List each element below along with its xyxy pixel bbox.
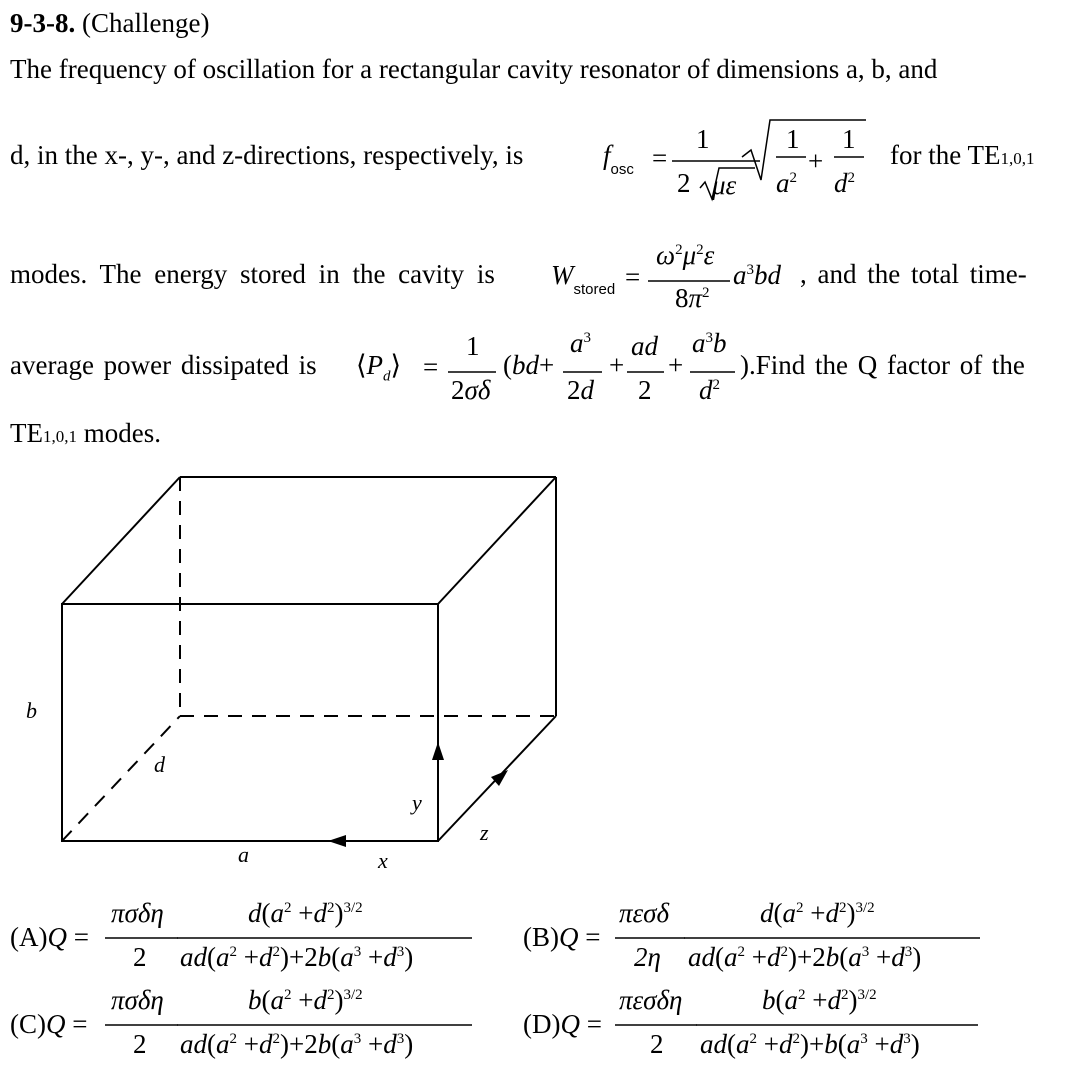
pd-f3-num: $a^3b$ (692, 328, 727, 358)
option-d-pre-num: πεσδη (619, 985, 683, 1015)
modes-text: modes. (77, 418, 161, 448)
fosc-den-mueps: με (712, 170, 737, 200)
equals-1: = (652, 143, 668, 173)
option-a-num: $d(a^2 +d^2)^{3/2}$ (248, 898, 363, 928)
hidden-depth-edge (62, 716, 180, 841)
fosc-frac2-num: 1 (842, 124, 856, 154)
option-b[interactable]: (B)Q = (523, 922, 601, 952)
fosc-frac1-num: 1 (786, 124, 800, 154)
fosc-den: 2 (677, 168, 691, 198)
option-d[interactable]: (D)Q = (523, 1009, 602, 1039)
pd-symbol: $⟨P_d⟩$ (356, 350, 402, 385)
osc-subscript: osc (610, 161, 634, 178)
label-x: x (378, 848, 388, 873)
pd-f1-den: 2d (567, 375, 594, 405)
problem-line-2: d, in the x-, y-, and z-directions, respectively, is (10, 140, 524, 170)
option-c[interactable]: (C)Q = (10, 1009, 88, 1039)
stored-subscript: stored (573, 281, 616, 298)
pd-f1-num: $a^3$ (570, 328, 591, 358)
te-text: TE (10, 418, 43, 448)
y-arrow (432, 742, 444, 760)
option-b-label: (B) (523, 922, 559, 952)
label-z: z (480, 820, 489, 845)
wstored-num: $\omega^2\mu^2\varepsilon$ (656, 240, 715, 270)
label-b: b (26, 698, 37, 723)
plus-2: + (609, 350, 625, 380)
option-b-num: $d(a^2 +d^2)^{3/2}$ (760, 898, 875, 928)
option-c-pre-num: πσδη (111, 985, 164, 1015)
fosc-num: 1 (696, 124, 710, 154)
plus-3: + (668, 350, 684, 380)
problem-number: 9-3-8. (10, 8, 76, 38)
front-face (62, 604, 438, 841)
option-c-label: (C) (10, 1009, 46, 1039)
top-right-edge (438, 477, 556, 604)
option-b-pre-num: πεσδ (619, 898, 670, 928)
problem-line-4: average power dissipated is (10, 350, 317, 380)
top-left-edge (62, 477, 180, 604)
wstored-den: $8\pi^2$ (675, 283, 710, 313)
pd-num: 1 (466, 331, 480, 361)
option-a[interactable]: (A)Q = (10, 922, 89, 952)
label-d: d (154, 752, 165, 777)
pd-f2-den: 2 (638, 375, 652, 405)
option-c-den: $ad(a^2 +d^2)+2b(a^3 +d^3)$ (180, 1029, 414, 1059)
option-d-pre-den: 2 (650, 1029, 664, 1059)
option-c-num: $b(a^2 +d^2)^{3/2}$ (248, 985, 363, 1015)
x-arrow (328, 835, 346, 847)
fosc-symbol: $f_{osc}$ (603, 140, 634, 178)
equals-3: = (423, 352, 439, 382)
problem-tag: (Challenge) (81, 8, 210, 38)
option-c-pre-den: 2 (133, 1029, 147, 1059)
problem-line-3: modes. The energy stored in the cavity is (10, 259, 495, 289)
option-b-pre-den: 2η (634, 942, 661, 972)
label-a: a (238, 842, 249, 867)
wstored-tail: $a^3bd$ (733, 260, 781, 290)
option-d-den: $ad(a^2 +d^2)+b(a^3 +d^3)$ (700, 1029, 920, 1059)
option-d-num: $b(a^2 +d^2)^{3/2}$ (762, 985, 877, 1015)
option-b-den: $ad(a^2 +d^2)+2b(a^3 +d^3)$ (688, 942, 922, 972)
for-the-te-text: for the TE (890, 140, 1001, 170)
pd-bd: (bd+ (503, 350, 555, 380)
fosc-frac2-den: $d^2$ (834, 168, 855, 198)
pd-den: 2σδ (451, 375, 491, 405)
fosc-frac1-den: $a^2$ (776, 168, 797, 198)
mode-sub-1: 1,0,1 (1000, 149, 1035, 168)
pd-f3-den: $d^2$ (699, 375, 720, 405)
plus-1: + (808, 146, 824, 176)
option-a-den: $ad(a^2 +d^2)+2b(a^3 +d^3)$ (180, 942, 414, 972)
label-y: y (412, 790, 422, 815)
problem-line-1: The frequency of oscillation for a rectangular cavity resonator of dimensions a, b, and (10, 54, 938, 84)
equals-2: = (625, 262, 641, 292)
option-a-pre-den: 2 (133, 942, 147, 972)
problem-line-3-post: , and the total time- (800, 259, 1027, 289)
option-d-label: (D) (523, 1009, 561, 1039)
wstored-symbol: $W_{stored}$ (551, 260, 616, 298)
mode-sub-2: 1,0,1 (43, 427, 77, 446)
pd-f2-num: ad (631, 331, 658, 361)
problem-line-4-post: ).Find the Q factor of the (740, 350, 1025, 380)
option-a-label: (A) (10, 922, 48, 952)
option-a-pre-num: πσδη (111, 898, 164, 928)
